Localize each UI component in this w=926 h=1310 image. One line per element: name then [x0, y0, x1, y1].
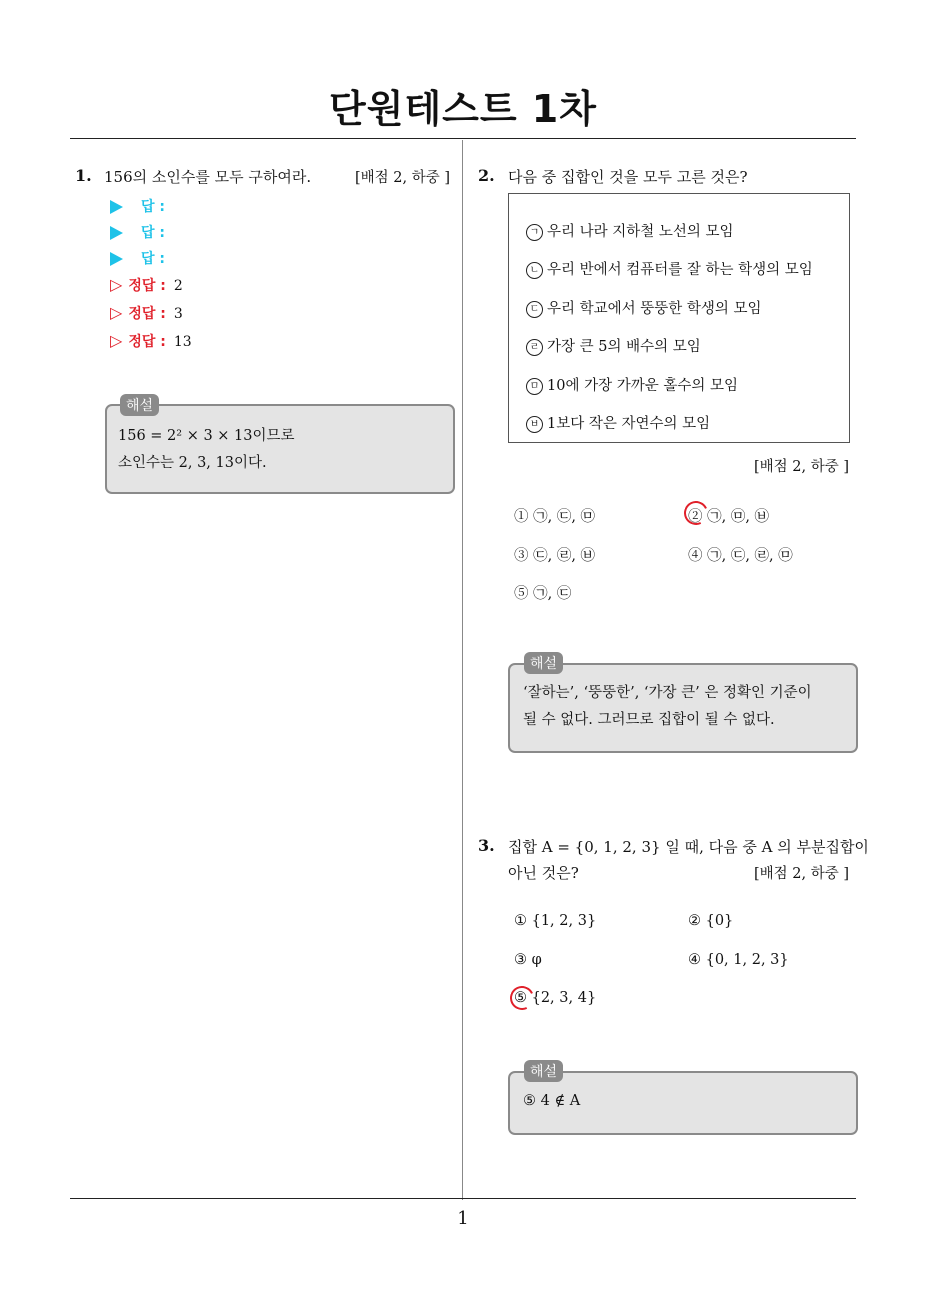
play-triangle-icon	[110, 200, 123, 214]
choice-4[interactable]: ④ ㉠, ㉢, ㉣, ㉤	[688, 548, 793, 564]
question-text: 집합 A = {0, 1, 2, 3} 일 때, 다음 중 A 의 부분집합이	[508, 838, 869, 856]
item-row: ㅂ 1보다 작은 자연수의 모임	[526, 412, 710, 433]
outline-triangle-icon: ▷	[110, 331, 123, 350]
question-number: 2.	[478, 166, 495, 185]
choice-3[interactable]: ③ ㉢, ㉣, ㉥	[514, 548, 596, 564]
question-text: 다음 중 집합인 것을 모두 고른 것은?	[508, 168, 748, 186]
explanation-tag: 해설	[524, 1060, 563, 1082]
item-row: ㄱ 우리 나라 지하철 노선의 모임	[526, 220, 734, 241]
score-meta: [배점 2, 하중 ]	[355, 170, 451, 186]
explanation-line-2: 소인수는 2, 3, 13이다.	[118, 455, 267, 471]
outline-triangle-icon: ▷	[110, 275, 123, 294]
item-row: ㄷ 우리 학교에서 뚱뚱한 학생의 모임	[526, 297, 762, 318]
explanation-line-1: ‘잘하는’, ‘뚱뚱한’, ‘가장 큰’ 은 정확인 기준이	[523, 685, 812, 701]
choice-2[interactable]: ② {0}	[688, 913, 734, 929]
item-row: ㄹ 가장 큰 5의 배수의 모임	[526, 335, 701, 356]
choice-1[interactable]: ① ㉠, ㉢, ㉤	[514, 509, 596, 525]
correct-answer-1: ▷ 정답 : 2	[110, 275, 183, 294]
outline-triangle-icon: ▷	[110, 303, 123, 322]
item-row: ㅁ 10에 가장 가까운 홀수의 모임	[526, 374, 738, 395]
choice-2[interactable]: ② ㉠, ㉤, ㉥	[688, 509, 770, 525]
choice-5[interactable]: ⑤ ㉠, ㉢	[514, 586, 572, 602]
answer-circle-mark	[507, 983, 538, 1014]
bottom-rule	[70, 1198, 856, 1199]
answer-blank-3[interactable]: 답 :	[110, 248, 165, 268]
explanation-line-1: 156 = 2² × 3 × 13이므로	[118, 428, 295, 444]
question-text-line-2: 아닌 것은?	[508, 864, 579, 882]
correct-answer-2: ▷ 정답 : 3	[110, 303, 183, 322]
choice-1[interactable]: ① {1, 2, 3}	[514, 913, 597, 929]
answer-blank-2[interactable]: 답 :	[110, 222, 165, 242]
explanation-tag: 해설	[120, 394, 159, 416]
page-number: 1	[457, 1208, 469, 1229]
column-divider	[462, 140, 463, 1200]
explanation-tag: 해설	[524, 652, 563, 674]
question-text: 156의 소인수를 모두 구하여라.	[104, 168, 312, 186]
question-number: 3.	[478, 836, 495, 855]
explanation-line-2: 될 수 없다. 그러므로 집합이 될 수 없다.	[523, 712, 775, 728]
question-number: 1.	[75, 166, 92, 185]
choice-4[interactable]: ④ {0, 1, 2, 3}	[688, 952, 789, 968]
choice-5[interactable]: ⑤ {2, 3, 4}	[514, 990, 597, 1006]
score-meta: [배점 2, 하중 ]	[754, 866, 850, 882]
play-triangle-icon	[110, 226, 123, 240]
score-meta: [배점 2, 하중 ]	[754, 459, 850, 475]
choice-3[interactable]: ③ φ	[514, 952, 542, 968]
item-row: ㄴ 우리 반에서 컴퓨터를 잘 하는 학생의 모임	[526, 258, 813, 279]
play-triangle-icon	[110, 252, 123, 266]
answer-blank-1[interactable]: 답 :	[110, 196, 165, 216]
explanation-line-1: ⑤ 4 ∉ A	[523, 1093, 581, 1109]
top-rule	[70, 138, 856, 139]
correct-answer-3: ▷ 정답 : 13	[110, 331, 192, 350]
page-title: 단원테스트 1차	[329, 87, 597, 131]
